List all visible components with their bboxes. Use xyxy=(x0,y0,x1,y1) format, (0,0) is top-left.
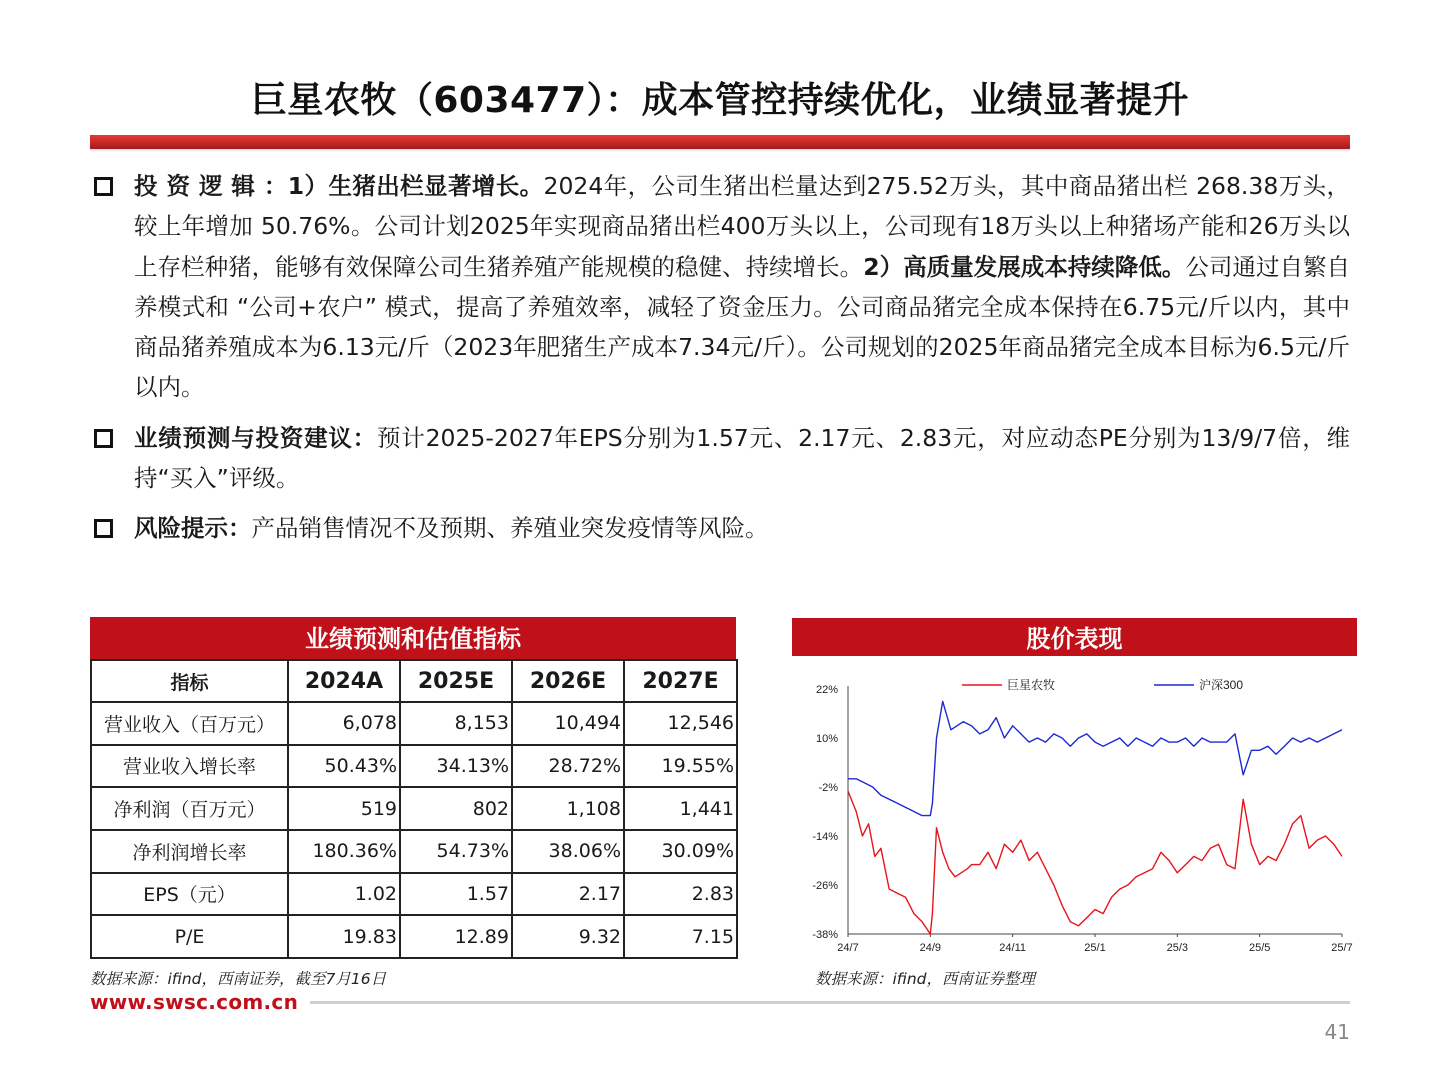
table-row xyxy=(91,830,737,873)
cell-value: 1,441 xyxy=(624,787,737,830)
table-row xyxy=(91,702,737,745)
table-row xyxy=(91,745,737,788)
cell-value: 8,153 xyxy=(400,702,512,745)
series-line xyxy=(848,701,1342,815)
x-tick-label: 24/11 xyxy=(999,942,1027,954)
square-bullet-icon xyxy=(94,429,113,448)
cell-value: 6,078 xyxy=(288,702,400,745)
bullet-text: 产品销售情况不及预期、养殖业突发疫情等风险。 xyxy=(251,514,769,543)
chart-source: 数据来源：ifind，西南证券整理 xyxy=(815,970,1035,988)
square-bullet-icon xyxy=(94,519,113,538)
cell-value: 7.15 xyxy=(624,915,737,958)
table-header-row xyxy=(91,660,737,702)
bullet-investment-logic xyxy=(90,166,1350,408)
row-label: EPS（元） xyxy=(91,873,288,916)
cell-value: 38.06% xyxy=(512,830,624,873)
y-tick-label: 10% xyxy=(815,733,838,745)
cell-value: 2.83 xyxy=(624,873,737,916)
y-tick-label: -38% xyxy=(812,929,838,941)
chart-header: 股价表现 xyxy=(792,618,1357,656)
bullet-bold: 风险提示： xyxy=(134,514,252,543)
x-tick-label: 25/5 xyxy=(1248,942,1271,954)
legend-label: 巨星农牧 xyxy=(1007,678,1056,692)
financial-table xyxy=(90,659,738,959)
table-header: 业绩预测和估值指标 xyxy=(90,617,736,659)
x-tick-label: 25/3 xyxy=(1166,942,1189,954)
cell-value: 2.17 xyxy=(512,873,624,916)
y-tick-label: 22% xyxy=(815,684,838,696)
row-label: 净利润（百万元） xyxy=(91,787,288,830)
cell-value: 50.43% xyxy=(288,745,400,788)
y-tick-label: -14% xyxy=(812,831,838,843)
table-row xyxy=(91,787,737,830)
cell-value: 28.72% xyxy=(512,745,624,788)
cell-value: 10,494 xyxy=(512,702,624,745)
cell-value: 9.32 xyxy=(512,915,624,958)
column-header: 2027E xyxy=(624,660,737,702)
footer-divider xyxy=(310,1001,1350,1004)
cell-value: 802 xyxy=(400,787,512,830)
column-header: 2025E xyxy=(400,660,512,702)
column-header: 指标 xyxy=(91,660,288,702)
page-number: 41 xyxy=(1324,1020,1350,1044)
cell-value: 19.55% xyxy=(624,745,737,788)
title-underline-shadow xyxy=(90,149,1350,152)
bullet-risk xyxy=(90,508,1350,548)
cell-value: 180.36% xyxy=(288,830,400,873)
bullet-forecast xyxy=(90,418,1350,499)
series-line xyxy=(848,791,1342,934)
page-title: 巨星农牧（603477）：成本管控持续优化，业绩显著提升 xyxy=(250,80,1190,121)
cell-value: 34.13% xyxy=(400,745,512,788)
bullet-bold: 投 资 逻 辑 ：1）生猪出栏显著增长。 xyxy=(134,172,544,200)
table-row xyxy=(91,873,737,916)
cell-value: 54.73% xyxy=(400,830,512,873)
x-tick-label: 25/7 xyxy=(1331,942,1353,954)
square-bullet-icon xyxy=(94,177,113,196)
bullet-list xyxy=(90,166,1350,559)
cell-value: 12,546 xyxy=(624,702,737,745)
footer-site[interactable]: www.swsc.com.cn xyxy=(90,990,299,1014)
x-tick-label: 24/9 xyxy=(919,942,942,954)
bullet-text: 预计2025-2027年EPS分别为1.57元、2.17元、2.83元，对应动态PE分别为13/9/7倍，维持“买入”评级。 xyxy=(134,423,1350,493)
row-label: 营业收入（百万元） xyxy=(91,702,288,745)
cell-value: 1.57 xyxy=(400,873,512,916)
row-label: P/E xyxy=(91,915,288,958)
x-tick-label: 24/7 xyxy=(837,942,859,954)
cell-value: 1,108 xyxy=(512,787,624,830)
bullet-text: 公司通过自繁自养模式和 “公司+农户” 模式，提高了养殖效率，减轻了资金压力。公司商品猪完全成本保持在6.75元/斤以内，其中商品猪养殖成本为6.13元/斤（2023年肥猪生产成本7.34元/斤）。公司规划的2025年商品猪完全成本目标为6.5元/斤以内。 xyxy=(134,252,1351,402)
bullet-text: 2024年，公司生猪出栏量达到275.52万头，其中商品猪出栏 268.38万头，较上年增加 50.76%。公司计划2025年实现商品猪出栏400万头以上，公司现有18万头以上种猪场产能和26万头以上存栏种猪，能够有效保障公司生猪养殖产能规模的稳健、持续增长。 xyxy=(134,172,1350,281)
y-tick-label: -26% xyxy=(812,880,838,892)
table-source: 数据来源：ifind，西南证券，截至7月16日 xyxy=(90,970,387,988)
column-header: 2026E xyxy=(512,660,624,702)
x-tick-label: 25/1 xyxy=(1084,942,1106,954)
y-tick-label: -2% xyxy=(818,782,838,794)
bullet-bold: 2）高质量发展成本持续降低。 xyxy=(863,252,1186,281)
row-label: 营业收入增长率 xyxy=(91,745,288,788)
stock-price-chart xyxy=(792,662,1357,962)
cell-value: 12.89 xyxy=(400,915,512,958)
row-label: 净利润增长率 xyxy=(91,830,288,873)
table-row xyxy=(91,915,737,958)
cell-value: 1.02 xyxy=(288,873,400,916)
column-header: 2024A xyxy=(288,660,400,702)
legend-label: 沪深300 xyxy=(1199,678,1244,692)
cell-value: 519 xyxy=(288,787,400,830)
cell-value: 19.83 xyxy=(288,915,400,958)
cell-value: 30.09% xyxy=(624,830,737,873)
bullet-bold: 业绩预测与投资建议： xyxy=(134,423,377,452)
title-underline-bar xyxy=(90,135,1350,149)
